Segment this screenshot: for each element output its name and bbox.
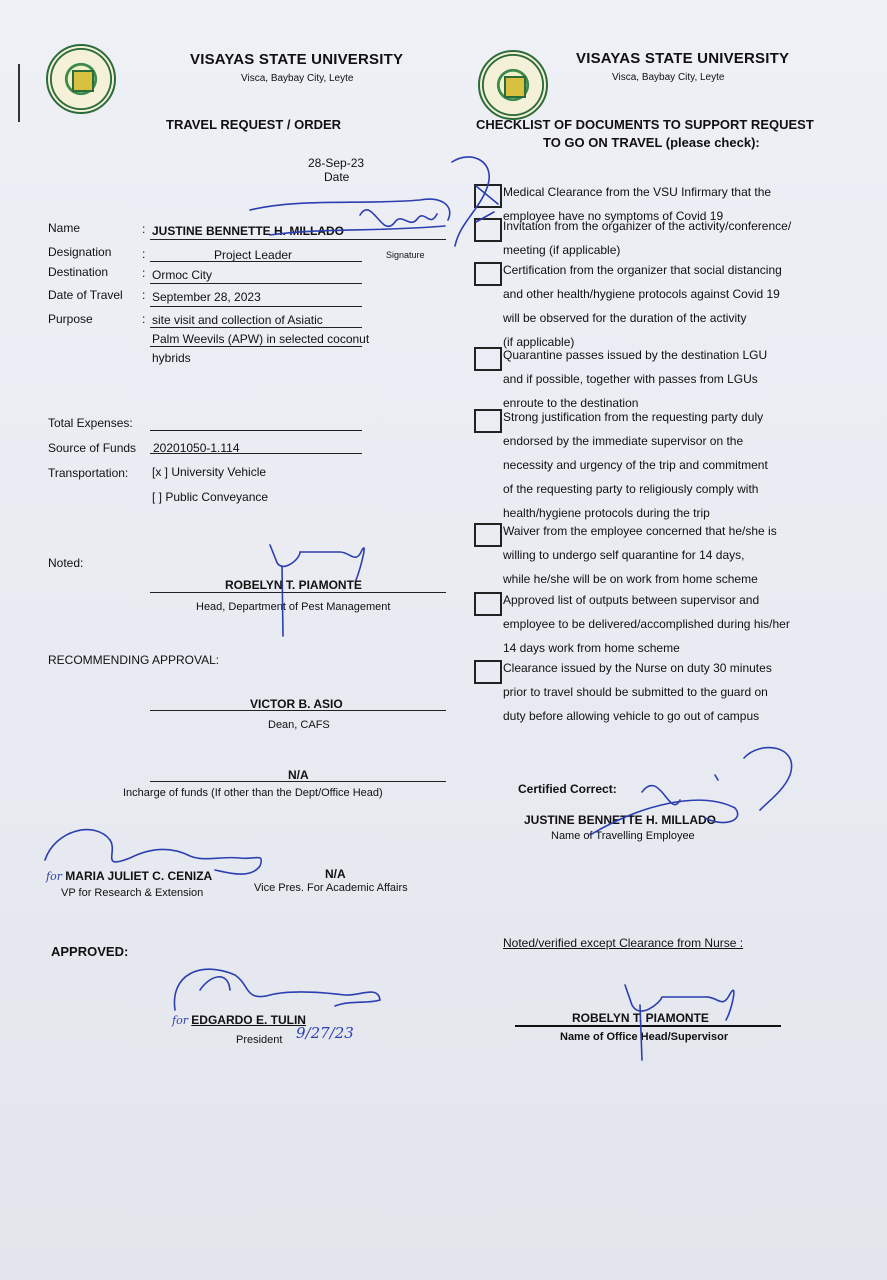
date-of-travel-value: September 28, 2023 (152, 290, 261, 304)
checklist-title-line2: TO GO ON TRAVEL (please check): (543, 135, 760, 150)
noted-underline (150, 592, 446, 593)
colon: : (142, 312, 146, 326)
checklist-item-3-line: will be observed for the duration of the activity (503, 311, 747, 325)
university-name-right: VISAYAS STATE UNIVERSITY (576, 50, 790, 67)
date-label: Date (324, 170, 350, 184)
checklist-checkbox-3[interactable] (474, 262, 502, 286)
transport-option-public-conveyance: [ ] Public Conveyance (152, 490, 269, 504)
certified-correct-label: Certified Correct: (518, 782, 617, 796)
recommending-approval-label: RECOMMENDING APPROVAL: (48, 653, 220, 667)
designation-value: Project Leader (214, 248, 293, 262)
colon: : (142, 266, 146, 280)
purpose-line-2: Palm Weevils (APW) in selected coconut (152, 332, 370, 346)
colon: : (142, 222, 146, 236)
source-of-funds-label: Source of Funds (48, 441, 137, 455)
checklist-item-8-line: duty before allowing vehicle to go out of campus (503, 709, 760, 723)
checklist-item-1-line: Medical Clearance from the VSU Infirmary that the (503, 185, 772, 199)
noted-title: Head, Department of Pest Management (196, 601, 391, 613)
noted-name: ROBELYN T. PIAMONTE (225, 578, 362, 592)
checklist-item-4-line: Quarantine passes issued by the destination LGU (503, 348, 768, 362)
president-loop (200, 977, 230, 990)
checklist-item-4-line: and if possible, together with passes from LGUs (503, 372, 758, 386)
checklist-checkbox-4[interactable] (474, 347, 502, 371)
checklist-item-5-line: endorsed by the immediate supervisor on the (503, 434, 744, 448)
checklist-item-6-line: willing to undergo self quarantine for 14 days, (503, 548, 745, 562)
university-seal-logo-right (478, 50, 548, 120)
checklist-item-7-line: employee to be delivered/accomplished during his/her (503, 617, 790, 631)
checklist-checkbox-7[interactable] (474, 592, 502, 616)
checklist-item-2-line: Invitation from the organizer of the activity/conference/ (503, 219, 792, 233)
vp-research-name-text: MARIA JULIET C. CENIZA (65, 869, 213, 883)
source-of-funds-underline (150, 453, 362, 454)
date-of-travel-label: Date of Travel (48, 288, 123, 302)
checklist-item-5-line: health/hygiene protocols during the trip (503, 506, 710, 520)
purpose-line-1: site visit and collection of Asiatic (152, 313, 323, 327)
for-prefix: for (46, 870, 62, 883)
checklist-item-8-line: Clearance issued by the Nurse on duty 30 minutes (503, 661, 772, 675)
noted-label: Noted: (48, 556, 84, 570)
president-title: President (236, 1034, 283, 1046)
university-address-right: Visca, Baybay City, Leyte (612, 72, 725, 83)
university-name-left: VISAYAS STATE UNIVERSITY (190, 51, 404, 68)
dean-underline (150, 710, 446, 711)
for-prefix: for (172, 1014, 188, 1027)
checklist-item-3-line: Certification from the organizer that social distancing (503, 263, 782, 277)
transportation-label: Transportation: (48, 466, 129, 480)
funds-underline (150, 781, 446, 782)
signature-label: Signature (386, 250, 425, 260)
funds-incharge-title: Incharge of funds (If other than the Dept/Office Head) (123, 787, 383, 799)
checklist-item-5-line: of the requesting party to religiously comply with (503, 482, 759, 496)
checklist-checkbox-1[interactable] (474, 184, 502, 208)
purpose-label: Purpose (48, 312, 93, 326)
checklist-checkbox-5[interactable] (474, 409, 502, 433)
date-of-travel-underline (150, 306, 362, 307)
transport-option-university-vehicle: [x ] University Vehicle (152, 465, 267, 479)
source-of-funds-value: 20201050-1.114 (153, 441, 240, 455)
checklist-item-1-line: employee have no symptoms of Covid 19 (503, 209, 724, 223)
name-value: JUSTINE BENNETTE H. MILLADO (152, 224, 345, 238)
checklist-item-3-line: and other health/hygiene protocols against Covid 19 (503, 287, 780, 301)
checklist-title-line1: CHECKLIST OF DOCUMENTS TO SUPPORT REQUEST (476, 117, 814, 132)
designation-underline (150, 261, 362, 262)
name-label: Name (48, 221, 81, 235)
checklist-item-2-line: meeting (if applicable) (503, 243, 621, 257)
date-value: 28-Sep-23 (308, 156, 365, 170)
certified-name: JUSTINE BENNETTE H. MILLADO (524, 813, 717, 827)
certified-title: Name of Travelling Employee (551, 830, 695, 842)
purpose-underline-2 (150, 346, 362, 347)
checklist-checkbox-2[interactable] (474, 218, 502, 242)
total-expenses-label: Total Expenses: (48, 416, 133, 430)
checklist-item-5-line: necessity and urgency of the trip and commitment (503, 458, 768, 472)
university-address-left: Visca, Baybay City, Leyte (241, 73, 354, 84)
supervisor-underline (515, 1025, 781, 1027)
approved-label: APPROVED: (51, 944, 129, 959)
checklist-checkbox-8[interactable] (474, 660, 502, 684)
president-name (172, 1013, 306, 1027)
destination-underline (150, 283, 362, 284)
funds-incharge-name: N/A (288, 768, 309, 782)
vp-research-signature (45, 830, 261, 874)
purpose-line-3: hybrids (152, 351, 191, 365)
form-title: TRAVEL REQUEST / ORDER (166, 117, 342, 132)
vp-research-title: VP for Research & Extension (61, 887, 204, 899)
destination-label: Destination (48, 265, 109, 279)
vp-research-name (46, 869, 212, 883)
purpose-underline-1 (150, 327, 362, 328)
dean-title: Dean, CAFS (268, 719, 330, 731)
supervisor-name: ROBELYN T. PIAMONTE (572, 1011, 709, 1025)
checklist-item-6-line: while he/she will be on work from home scheme (503, 572, 758, 586)
name-underline (150, 239, 446, 240)
noted-verified-label: Noted/verified except Clearance from Nurse : (503, 936, 744, 950)
checklist-item-5-line: Strong justification from the requesting party duly (503, 410, 764, 424)
checklist-item-3-line: (if applicable) (503, 335, 575, 349)
supervisor-title: Name of Office Head/Supervisor (560, 1031, 729, 1043)
vp-academic-name: N/A (325, 867, 346, 881)
dean-name: VICTOR B. ASIO (250, 697, 343, 711)
checklist-item-7-line: Approved list of outputs between supervisor and (503, 593, 760, 607)
checklist-item-6-line: Waiver from the employee concerned that he/she is (503, 524, 777, 538)
checklist-item-7-line: 14 days work from home scheme (503, 641, 680, 655)
checklist-item-4-line: enroute to the destination (503, 396, 639, 410)
margin-mark (18, 64, 20, 122)
colon: : (142, 288, 146, 302)
university-seal-logo-left (46, 44, 116, 114)
colon: : (142, 247, 146, 261)
destination-value: Ormoc City (152, 268, 212, 282)
president-name-text: EDGARDO E. TULIN (191, 1013, 306, 1027)
total-expenses-underline (150, 430, 362, 431)
vp-academic-title: Vice Pres. For Academic Affairs (254, 882, 408, 894)
handwritten-date: 9/27/23 (296, 1024, 354, 1042)
checklist-checkbox-6[interactable] (474, 523, 502, 547)
checklist-item-8-line: prior to travel should be submitted to the guard on (503, 685, 768, 699)
president-signature (174, 969, 380, 1010)
designation-label: Designation (48, 245, 112, 259)
